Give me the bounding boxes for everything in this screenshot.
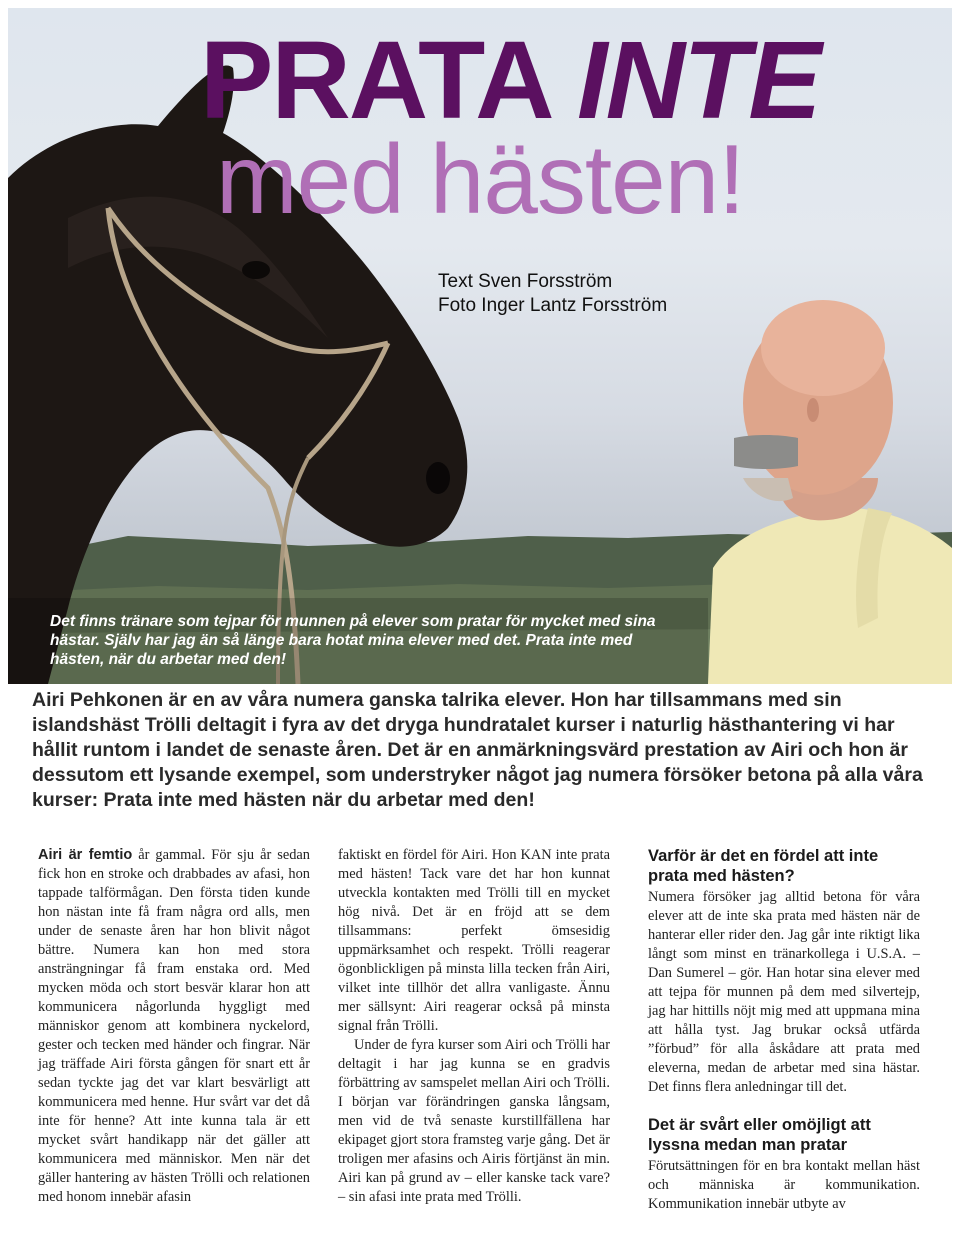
subheading-2: Det är svårt eller omöjligt att lyssna medan man pratar	[648, 1116, 871, 1154]
subheading-1: Varför är det en fördel att inte prata med hästen?	[648, 847, 879, 885]
run-in-heading: Airi är femtio	[38, 847, 133, 863]
article-column-1	[38, 846, 310, 1207]
column-2-paragraph-1: faktiskt en fördel för Airi. Hon KAN inte prata med hästen! Tack vare det har hon kunnat utveckla kontakten med Trölli till en mycket hög nivå. Det är en fröjd att se dem tillsammans: perfekt ömsesidig uppmärksamhet och respekt. Trölli reagerar ögonblickligen på minsta lilla tecken från Airi, vilket inte tillhör det allra vanligaste. Ännu mer sällsynt: Airi reagerar också på minsta signal från Trölli.	[338, 847, 610, 1034]
photo-caption: Det finns tränare som tejpar för munnen på elever som pratar för mycket med sina hästar. Själv har jag än så länge bara hotat mina elever med det. Prata inte med hästen, när du arbetar med den!	[50, 613, 656, 668]
byline-text: Text Sven Forsström	[438, 271, 613, 292]
ingress: Airi Pehkonen är en av våra numera ganska talrika elever. Hon har tillsammans med sin islandshäst Trölli deltagit i fyra av det dryga hundratalet kurser i naturlig hästhantering vi har hållit runtom i landet de senaste åren. Det är en anmärkningsvärd prestation av Airi och hon är dessutom ett lysande exempel, som understryker något jag numera försöker betona på alla våra kurser: Prata inte med hästen när du arbetar med den!	[32, 689, 923, 811]
man	[708, 300, 952, 684]
column-3-paragraph-1: Numera försöker jag alltid betona för våra elever att de inte ska prata med hästen när de hanterar eller rider den. Jag går inte riktigt lika långt som minst en tränarkollega i U.S.A. – Dan Sumerel – gör. Han hotar sina elever med att tejpa för munnen på dem med silvertejp, jag har hittills nöjt mig med att uppmana mina att hålla tyst. Jag brukar också utfärda ”förbud” för alla åskådare att prata med eleverna, medan de arbetar med sina hästar. Det finns flera anledningar till det.	[648, 889, 920, 1095]
column-1-text: år gammal. För sju år sedan fick hon en stroke och drabbades av afasi, hon tappade talförmågan. Den första tiden kunde hon nästan inte få fram några ord alls, men under de senaste åren har hon blivit något bättre. Numera kan hon med stora ansträngningar få fram enstaka ord. Med mycken möda och stort besvär klarar hon att kommunicera någorlunda hyggligt med människor genom att kombinera nyckelord, gester och tecken med händer och fingrar. När jag träffade Airi första gången för snart ett år sedan tyckte jag det var klart besvärligt att kommunicera med henne. Hur svårt var det då inte för henne? Att inte kunna tala är ett mycket svårt handikapp när det gäller att kommunicera med människor. Men när det gäller hantering av hästen Trölli och relationen med honom innebär afasin	[38, 847, 310, 1205]
headline-prata: PRATA	[200, 19, 578, 142]
byline	[438, 270, 667, 318]
article-column-2	[338, 846, 610, 1207]
article-column-3	[648, 846, 920, 1214]
headline-inte: INTE	[577, 19, 820, 142]
headline-line-1	[200, 19, 820, 142]
column-3-paragraph-2: Förutsättningen för en bra kontakt mellan häst och människa är kommunikation. Kommunikation innebär utbyte av	[648, 1158, 920, 1212]
headline-line-2: med hästen!	[216, 124, 745, 234]
byline-photo: Foto Inger Lantz Forsström	[438, 295, 668, 316]
hero-photo	[8, 8, 952, 684]
column-1-paragraph	[38, 846, 310, 1207]
column-2-paragraph-2: Under de fyra kurser som Airi och Trölli har deltagit i har jag kunna se en gradvis förbättring av samspelet mellan Airi och Trölli. I början var förändringen ganska långsam, men vid de två senaste kurstillfällena har ekipaget gjort stora framsteg varje gång. Det är troligen mer afasins och Airis förtjänst än min. Airi kan på grund av – eller kanske tack vare? – sin afasi inte prata med Trölli.	[338, 1037, 610, 1205]
